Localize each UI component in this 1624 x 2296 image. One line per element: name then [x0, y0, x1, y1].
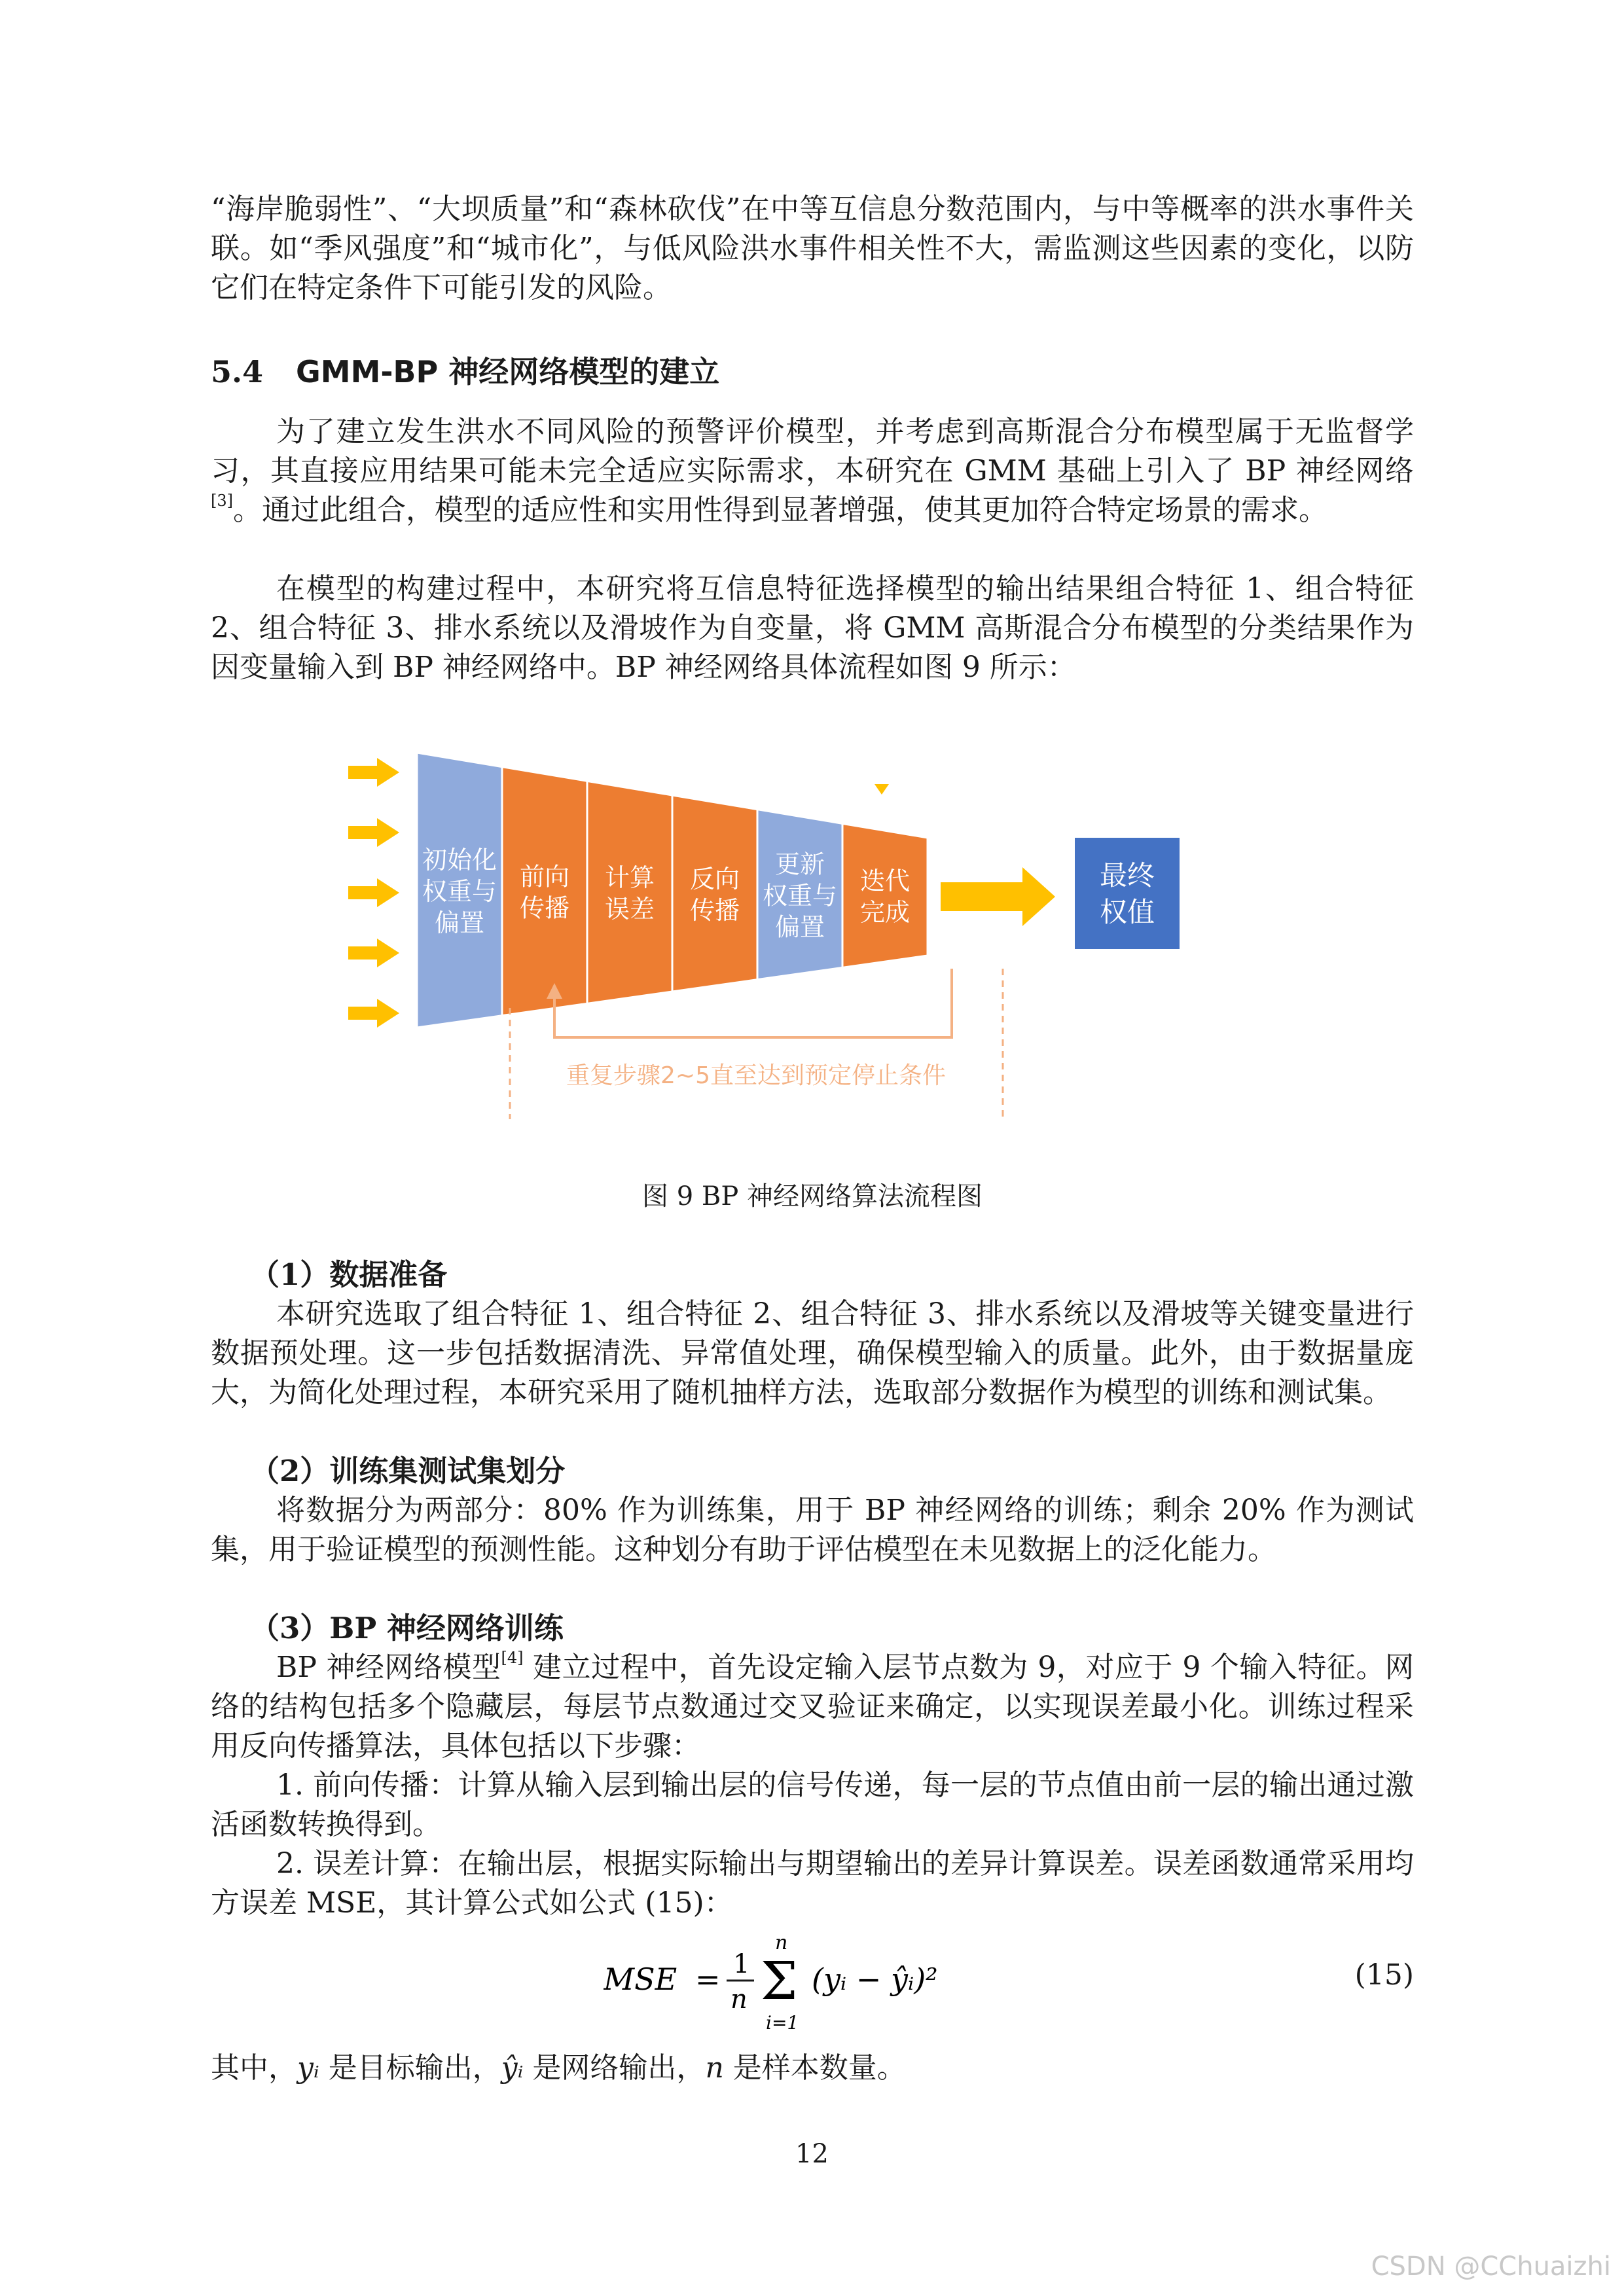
final-weights-box: [1075, 838, 1180, 949]
bp-flowchart-figure: [348, 740, 1330, 1132]
stage-box-6: [842, 823, 928, 967]
subsection-2-text: 将数据分为两部分：80% 作为训练集，用于 BP 神经网络的训练；剩余 20% 作为测试集，用于验证模型的预测性能。这种划分有助于评估模型在未见数据上的泛化能力。: [211, 1494, 1414, 1566]
step-1: 1. 前向传播：计算从输入层到输出层的信号传递，每一层的节点值由前一层的输出通过激活函数转换得到。: [211, 1768, 1414, 1841]
stage-label-1-3: 偏置: [434, 908, 485, 937]
eq-body: (yᵢ − ŷᵢ)²: [812, 1962, 938, 1997]
paragraph-1-text-b: 。通过此组合，模型的适应性和实用性得到显著增强，使其更加符合特定场景的需求。: [233, 493, 1327, 527]
paragraph-2: 在模型的构建过程中，本研究将互信息特征选择模型的输出结果组合特征 1、组合特征 2、组合特征 3、排水系统以及滑坡作为自变量，将 GMM 高斯混合分布模型的分类结果作为因变量输入到 BP 神经网络中。BP 神经网络具体流程如图 9 所示：: [211, 572, 1414, 684]
stage-label-5-3: 偏置: [774, 912, 825, 942]
stage-box-2: [502, 767, 587, 1016]
section-heading: [211, 352, 719, 391]
where-text-4: 是样本数量。: [723, 2051, 906, 2085]
output-arrow: [941, 867, 1055, 926]
stage-label-3-1: 计算: [604, 863, 655, 893]
stage-label-5-2: 权重与: [762, 881, 838, 910]
stage-label-4-1: 反向: [689, 864, 740, 893]
flow-stages: [417, 753, 928, 1028]
subsection-1-title: （1）数据准备: [250, 1257, 448, 1292]
input-arrow-2: [348, 818, 399, 847]
stage-label-5-1: 更新: [774, 850, 825, 879]
section-title: GMM-BP 神经网络模型的建立: [296, 354, 720, 389]
stage-label-3-2: 误差: [604, 895, 655, 924]
eq-sum-top: n: [775, 1931, 788, 1954]
section-number: 5.4: [211, 354, 264, 389]
stage-label-4-2: 传播: [689, 895, 740, 925]
intro-paragraph: “海岸脆弱性”、“大坝质量”和“森林砍伐”在中等互信息分数范围内，与中等概率的洪水事件关联。如“季风强度”和“城市化”，与低风险洪水事件相关性不大，需监测这些因素的变化，以防它们在特定条件下可能引发的风险。: [211, 192, 1414, 304]
where-line: [211, 2049, 1414, 2088]
final-label-1: 最终: [1099, 859, 1155, 891]
stage-label-6-1: 迭代: [859, 867, 911, 896]
where-symbol-yi: yᵢ: [297, 2051, 319, 2085]
input-arrow-3: [348, 878, 399, 907]
stage-label-6-2: 完成: [859, 898, 911, 927]
input-arrow-4: [348, 939, 399, 967]
eq-frac-den: n: [731, 1984, 748, 2015]
subsection-3-title: （3）BP 神经网络训练: [250, 1611, 564, 1645]
eq-sum-bottom: i=1: [766, 2012, 799, 2034]
stage-label-2-2: 传播: [519, 893, 570, 923]
subsection-3-text: [211, 1648, 1414, 1766]
subsection-2-title: （2）训练集测试集划分: [250, 1454, 566, 1488]
eq-equals: =: [695, 1962, 721, 1997]
where-symbol-yhat: ŷᵢ: [501, 2051, 524, 2085]
eq-frac-num: 1: [733, 1949, 750, 1979]
stage-box-4: [672, 795, 757, 992]
citation-3[interactable]: [3]: [211, 492, 233, 510]
citation-4[interactable]: [4]: [501, 1649, 524, 1667]
loop-label: 重复步骤2~5直至达到预定停止条件: [566, 1062, 946, 1089]
watermark: CSDN @CChuaizhi: [1371, 2251, 1611, 2282]
stage-box-3: [587, 781, 672, 1003]
equation-formula: [604, 1931, 1127, 2036]
final-output: [941, 838, 1180, 949]
where-text-2: 是目标输出，: [319, 2051, 501, 2085]
input-arrow-5: [348, 999, 399, 1028]
page-number: 12: [795, 2139, 829, 2169]
input-arrow-1: [348, 758, 399, 787]
final-label-2: 权值: [1099, 896, 1155, 928]
figure-caption: 图 9 BP 神经网络算法流程图: [642, 1181, 983, 1211]
stage-marker: [875, 784, 889, 795]
subsection-3-text-a: BP 神经网络模型: [276, 1651, 501, 1684]
eq-sigma: Σ: [761, 1950, 798, 2011]
equation-15: [211, 1931, 1414, 2036]
equation-number: (15): [1354, 1958, 1414, 1992]
subsection-1-text: 本研究选取了组合特征 1、组合特征 2、组合特征 3、排水系统以及滑坡等关键变量进行数据预处理。这一步包括数据清洗、异常值处理，确保模型输入的质量。此外，由于数据量庞大，为简化处理过程，本研究采用了随机抽样方法，选取部分数据作为模型的训练和测试集。: [211, 1297, 1414, 1409]
eq-lhs: MSE: [604, 1962, 677, 1997]
where-text-3: 是网络输出，: [523, 2051, 706, 2085]
step-2: 2. 误差计算：在输出层，根据实际输出与期望输出的差异计算误差。误差函数通常采用均方误差 MSE，其计算公式如公式 (15)：: [211, 1847, 1414, 1920]
input-arrows: [348, 758, 399, 1028]
where-symbol-n: n: [705, 2051, 724, 2085]
stage-label-1-1: 初始化: [422, 845, 497, 874]
paragraph-1: [211, 412, 1414, 530]
paragraph-1-text-a: 为了建立发生洪水不同风险的预警评价模型，并考虑到高斯混合分布模型属于无监督学习，其直接应用结果可能未完全适应实际需求，本研究在 GMM 基础上引入了 BP 神经网络: [211, 415, 1414, 488]
where-text-1: 其中，: [211, 2051, 297, 2085]
subsection-3-text-b: 建立过程中，首先设定输入层节点数为 9，对应于 9 个输入特征。网络的结构包括多个隐藏层，每层节点数通过交叉验证来确定，以实现误差最小化。训练过程采用反向传播算法，具体包括以下步骤：: [211, 1651, 1414, 1763]
stage-label-2-1: 前向: [519, 862, 570, 891]
stage-label-1-2: 权重与: [422, 876, 497, 906]
